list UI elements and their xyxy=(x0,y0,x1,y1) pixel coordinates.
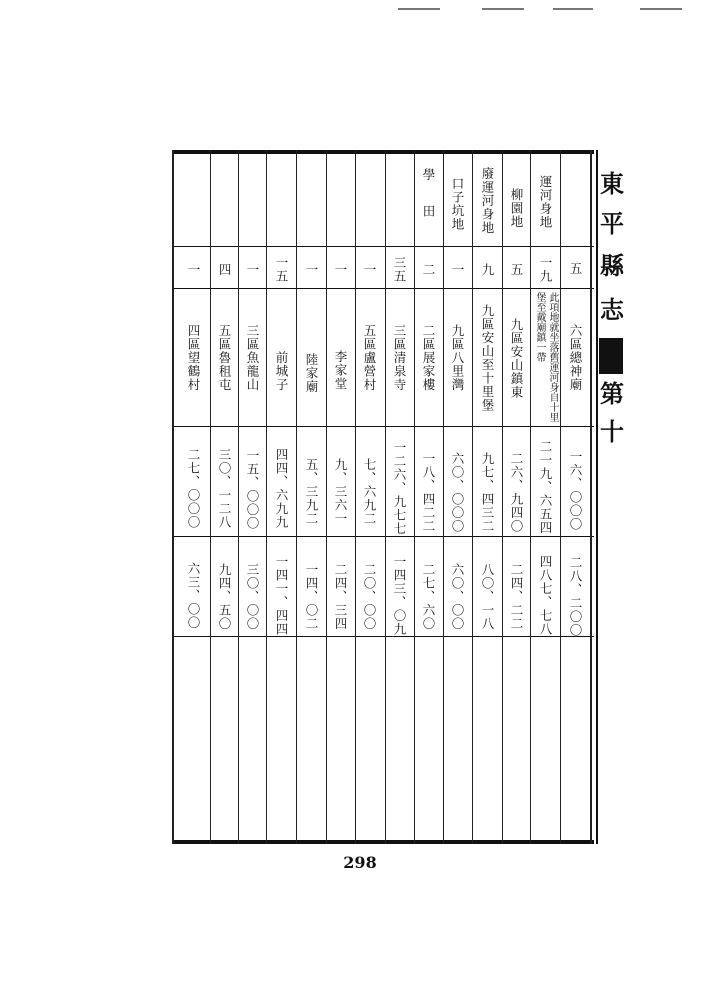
top-rule-2 xyxy=(482,8,524,10)
col-divider xyxy=(472,150,473,844)
col-area: 一八、四二二 xyxy=(421,451,436,533)
col-location: 二區展家樓 xyxy=(421,324,436,392)
col-value: 二七、六〇 xyxy=(421,563,436,631)
col-divider xyxy=(560,150,561,844)
col-area: 一二六、九七七 xyxy=(392,440,407,536)
col-value: 四八七、七八 xyxy=(538,554,553,636)
col-location: 五區盧營村 xyxy=(362,324,377,392)
col-count: 一 xyxy=(362,263,377,277)
col-name xyxy=(327,160,354,244)
col-area: 四四、六九九 xyxy=(274,447,289,529)
col-count: 三五 xyxy=(392,255,407,283)
col-count: 一 xyxy=(245,263,260,277)
page-number: 298 xyxy=(343,853,377,872)
col-divider xyxy=(266,150,267,844)
col-value: 一四一、四四 xyxy=(274,554,289,636)
col-name: 口子坑地 xyxy=(450,177,465,231)
col-count: 五 xyxy=(568,262,583,276)
col-name xyxy=(239,160,266,244)
col-name: 學田 xyxy=(421,167,436,241)
col-count: 一 xyxy=(450,263,465,277)
col-name xyxy=(356,160,383,244)
col-area: 九、三六一 xyxy=(333,458,348,526)
col-area: 二一九、六五四 xyxy=(538,439,553,535)
col-count: 九 xyxy=(480,263,495,277)
col-divider xyxy=(296,150,297,844)
col-value: 二四、二二 xyxy=(509,563,524,631)
col-name: 柳園地 xyxy=(509,187,524,229)
col-count: 四 xyxy=(217,263,232,277)
title-separator-bar xyxy=(599,338,623,374)
title-char-3: 縣 xyxy=(600,251,624,280)
col-count: 一九 xyxy=(538,255,553,283)
land-register-table xyxy=(172,150,594,844)
top-rule-1 xyxy=(398,8,440,10)
top-rule-4 xyxy=(640,8,682,10)
right-border xyxy=(590,150,592,844)
col-area: 一五、〇〇〇 xyxy=(245,448,260,530)
col-location: 四區望鶴村 xyxy=(186,324,201,392)
top-rule-3 xyxy=(553,8,593,10)
col-value: 一四、〇二 xyxy=(304,563,319,631)
col-name xyxy=(386,160,413,244)
col-value: 三〇、〇〇 xyxy=(245,563,260,631)
col-area: 六〇、〇〇〇 xyxy=(450,451,465,533)
col-count: 一 xyxy=(186,263,201,277)
col-location: 三區魚龍山 xyxy=(245,324,260,392)
col-value: 九四、五〇 xyxy=(217,563,232,631)
col-count: 一 xyxy=(333,263,348,277)
col-value: 二〇、〇〇 xyxy=(362,563,377,631)
col-location: 前城子 xyxy=(274,350,289,392)
col-location: 九區安山至十里堡 xyxy=(480,304,495,412)
col-divider xyxy=(530,150,531,844)
col-name xyxy=(562,156,589,244)
col-location: 九區八里灣 xyxy=(450,324,465,392)
col-area: 一六、〇〇〇 xyxy=(568,449,583,531)
col-count: 一五 xyxy=(274,255,289,283)
col-location: 此項地就坐落舊運河身自十里堡至戴廟鎮一帶 xyxy=(534,292,558,422)
col-location: 九區安山鎮東 xyxy=(509,317,524,399)
col-area: 二七、〇〇〇 xyxy=(186,447,201,529)
col-value: 六三、〇〇 xyxy=(186,562,201,630)
col-area: 五、三九二 xyxy=(304,458,319,526)
col-location: 五區魯租屯 xyxy=(217,324,232,392)
col-name xyxy=(268,160,295,244)
col-area: 二六、九四〇 xyxy=(509,451,524,533)
col-value: 八〇、一八 xyxy=(480,563,495,631)
col-name xyxy=(298,160,325,244)
col-location: 六區總神廟 xyxy=(568,324,583,392)
col-area: 七、六九二 xyxy=(362,458,377,526)
col-value: 二四、三四 xyxy=(333,563,348,631)
section-char-1: 第 xyxy=(600,379,624,408)
title-char-1: 東 xyxy=(600,169,624,198)
col-value: 一四三、〇九 xyxy=(392,554,407,636)
col-value: 六〇、〇〇 xyxy=(450,563,465,631)
col-location: 陸家廟 xyxy=(304,352,319,394)
col-location: 三區清泉寺 xyxy=(392,324,407,392)
col-count: 五 xyxy=(509,263,524,277)
title-char-2: 平 xyxy=(600,209,624,238)
section-char-2: 十 xyxy=(600,417,624,446)
col-name: 廢運河身地 xyxy=(480,167,495,235)
col-name: 運河身地 xyxy=(538,175,553,229)
col-value: 二八、二〇〇 xyxy=(568,555,583,637)
col-area: 三〇、一二八 xyxy=(217,447,232,529)
col-count: 一 xyxy=(304,263,319,277)
col-name xyxy=(180,160,207,244)
col-area: 九七、四三二 xyxy=(480,451,495,533)
col-count: 二 xyxy=(421,263,436,277)
left-border xyxy=(172,150,174,844)
col-location: 李家堂 xyxy=(333,349,348,391)
title-char-4: 志 xyxy=(600,295,624,324)
col-name xyxy=(211,160,238,244)
